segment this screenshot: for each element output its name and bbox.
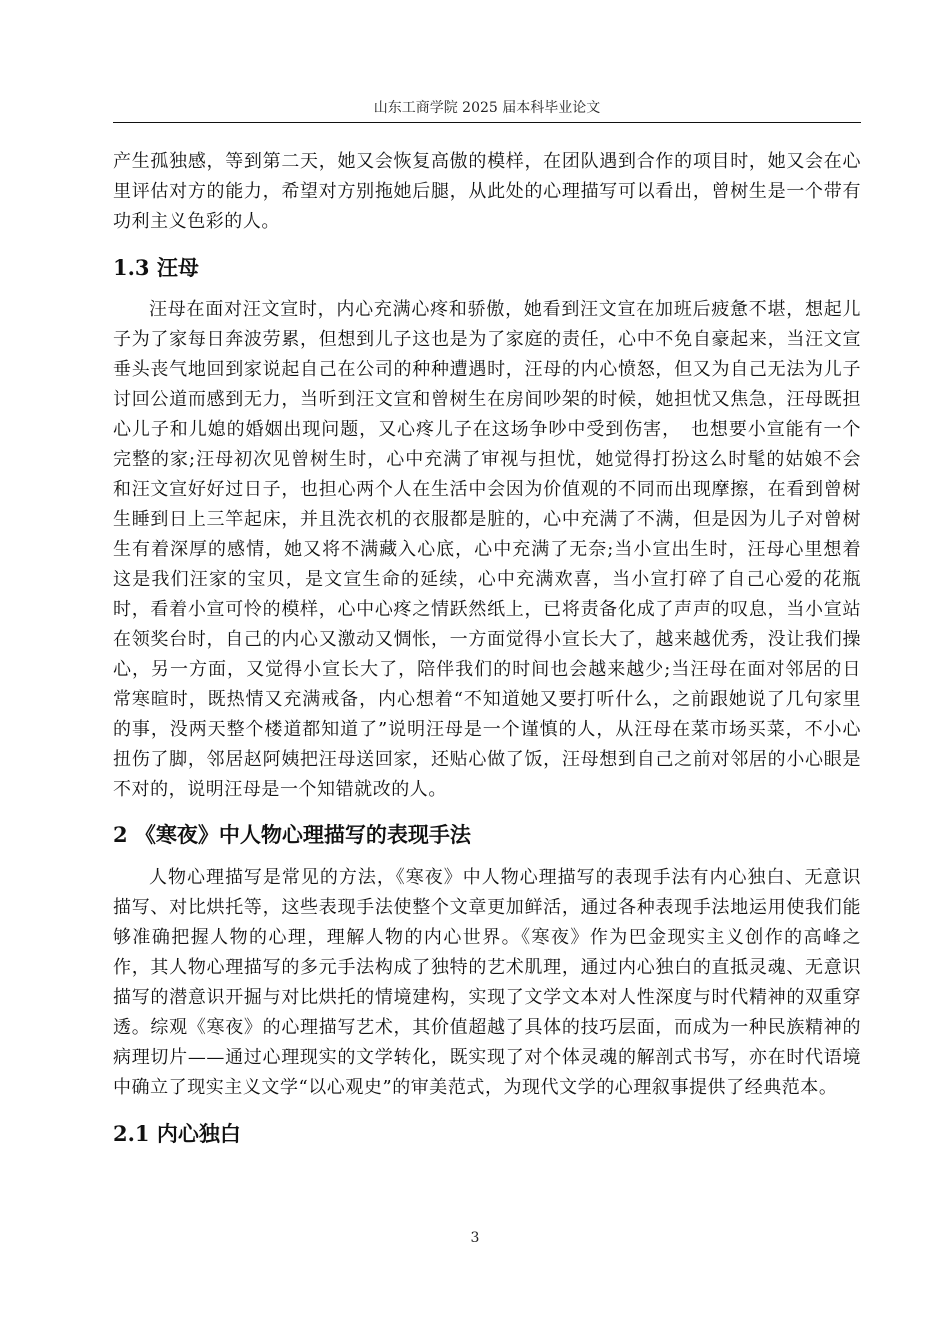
section-heading-1-3: 1.3 汪母 bbox=[113, 255, 199, 280]
page-number: 3 bbox=[470, 1230, 480, 1246]
header-title: 山东工商学院 2025 届本科毕业论文 bbox=[373, 100, 601, 116]
chapter-heading-2: 2 《寒夜》中人物心理描写的表现手法 bbox=[113, 822, 471, 847]
paragraph-continuation: 产生孤独感，等到第二天，她又会恢复高傲的模样，在团队遇到合作的项目时，她又会在心里评估对方的能力，希望对方别拖她后腿，从此处的心理描写可以看出，曾树生是一个带有功利主义色彩的人。 bbox=[113, 151, 861, 232]
document-body bbox=[113, 147, 861, 1161]
section-heading-2-1: 2.1 内心独白 bbox=[113, 1121, 241, 1146]
paragraph-techniques: 人物心理描写是常见的方法，《寒夜》中人物心理描写的表现手法有内心独白、无意识描写、对比烘托等，这些表现手法使整个文章更加鲜活，通过各种表现手法地运用使我们能够准确把握人物的心理，理解人物的内心世界。《寒夜》作为巴金现实主义创作的高峰之作，其人物心理描写的多元手法构成了独特的艺术肌理，通过内心独白的直抵灵魂、无意识描写的潜意识开掘与对比烘托的情境建构，实现了文学文本对人性深度与时代精神的双重穿透。综观《寒夜》的心理描写艺术，其价值超越了具体的技巧层面，而成为一种民族精神的病理切片——通过心理现实的文学转化，既实现了对个体灵魂的解剖式书写，亦在时代语境中确立了现实主义文学“以心观史”的审美范式，为现代文学的心理叙事提供了经典范本。 bbox=[113, 867, 861, 1098]
page-header bbox=[113, 98, 861, 123]
paragraph-wang-mother: 汪母在面对汪文宣时，内心充满心疼和骄傲，她看到汪文宣在加班后疲惫不堪，想起儿子为了家每日奔波劳累，但想到儿子这也是为了家庭的责任，心中不免自豪起来，当汪文宣垂头丧气地回到家说起自己在公司的种种遭遇时，汪母的内心愤怒，但又为自己无法为儿子讨回公道而感到无力，当听到汪文宣和曾树生在房间吵架的时候，她担忧又焦急，汪母既担心儿子和儿媳的婚姻出现问题，又心疼儿子在这场争吵中受到伤害， 也想要小宣能有一个完整的家;汪母初次见曾树生时，心中充满了审视与担忧，她觉得打扮这么时髦的姑娘不会和汪文宣好好过日子，也担心两个人在生活中会因为价值观的不同而出现摩擦，在看到曾树生睡到日上三竿起床，并且洗衣机的衣服都是脏的，心中充满了不满，但是因为儿子对曾树生有着深厚的感情，她又将不满藏入心底，心中充满了无奈;当小宣出生时，汪母心里想着这是我们汪家的宝贝，是文宣生命的延续，心中充满欢喜，当小宣打碎了自己心爱的花瓶时，看着小宣可怜的模样，心中心疼之情跃然纸上，已将责备化成了声声的叹息，当小宣站在领奖台时，自己的内心又激动又惆怅，一方面觉得小宣长大了，越来越优秀，没让我们操心，另一方面，又觉得小宣长大了，陪伴我们的时间也会越来越少;当汪母在面对邻居的日常寒暄时，既热情又充满戒备，内心想着“不知道她又要打听什么，之前跟她说了几句家里的事，没两天整个楼道都知道了”说明汪母是一个谨慎的人，从汪母在菜市场买菜，不小心扭伤了脚，邻居赵阿姨把汪母送回家，还贴心做了饭，汪母想到自己之前对邻居的小心眼是不对的，说明汪母是一个知错就改的人。 bbox=[113, 299, 861, 800]
